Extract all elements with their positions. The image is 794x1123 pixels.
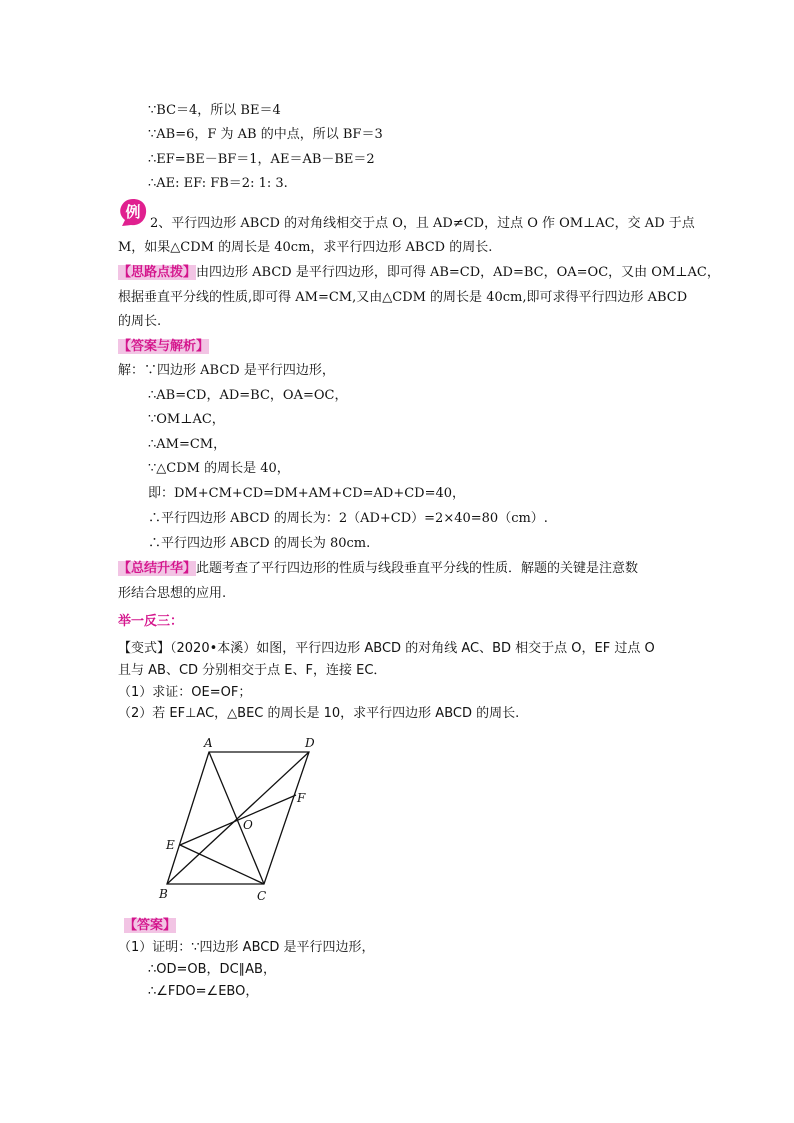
- practice-label: [118, 614, 183, 630]
- parallelogram-figure: [150, 733, 330, 903]
- answer2-line-2: ∴OD=OB，DC∥AB，: [148, 962, 276, 977]
- svg-text:例: 例: [125, 203, 141, 221]
- answer-line-1: 解：∵四边形 ABCD 是平行四边形，: [118, 363, 335, 378]
- label-b: B: [159, 887, 168, 901]
- summary-line-2: 形结合思想的应用.: [118, 586, 227, 601]
- answer-line-5: ∵△CDM 的周长是 40，: [148, 461, 290, 476]
- example-line-1: 2、平行四边形 ABCD 的对角线相交于点 O，且 AD≠CD，过点 O 作 OM⊥AC，交 AD 于点: [150, 216, 695, 231]
- summary-line-1: [118, 561, 638, 577]
- segment-ec: [180, 845, 264, 884]
- question-2: （2）若 EF⊥AC，△BEC 的周长是 10，求平行四边形 ABCD 的周长.: [118, 706, 520, 721]
- answer-line-6: 即：DM+CM+CD=DM+AM+CD=AD+CD=40，: [148, 486, 466, 501]
- label-c: C: [257, 889, 267, 903]
- practice-line-1: [118, 641, 655, 657]
- answer-line-7: ∴平行四边形 ABCD 的周长为：2（AD+CD）=2×40=80（cm）.: [148, 511, 548, 526]
- answer2-line-1: （1）证明：∵四边形 ABCD 是平行四边形，: [118, 940, 375, 955]
- answer-label: [118, 339, 209, 355]
- diagonal-ac: [209, 752, 264, 884]
- summary-label: 【总结升华】: [118, 561, 197, 576]
- label-d: D: [305, 736, 315, 750]
- summary-text-1: 此题考查了平行四边形的性质与线段垂直平分线的性质．解题的关键是注意数: [196, 561, 639, 576]
- question-1: （1）求证：OE=OF；: [118, 685, 252, 700]
- hint-line-2: 根据垂直平分线的性质,即可得 AM=CM,又由△CDM 的周长是 40cm,即可求得平行四边形 ABCD: [118, 290, 688, 305]
- practice-text-1: （2020•本溪）如图，平行四边形 ABCD 的对角线 AC、BD 相交于点 O，EF 过点 O: [170, 641, 655, 656]
- hint-line-1: [118, 265, 720, 281]
- practice-line-2: 且与 AB、CD 分别相交于点 E、F，连接 EC．: [118, 663, 387, 678]
- answer2-label: [124, 918, 176, 934]
- answer-label-text: 【答案与解析】: [118, 339, 210, 354]
- hint-line-3: 的周长.: [118, 314, 162, 329]
- answer-line-2: ∴AB=CD，AD=BC，OA=OC，: [148, 388, 348, 403]
- label-a: A: [204, 736, 213, 750]
- proof-line-3: ∴EF=BE－BF＝1，AE＝AB－BE＝2: [148, 152, 375, 167]
- hint-label: 【思路点拨】: [118, 265, 197, 280]
- proof-line-1: ∵BC＝4，所以 BE＝4: [148, 103, 281, 118]
- answer2-line-3: ∴∠FDO=∠EBO，: [148, 984, 259, 999]
- example-badge-icon: [118, 197, 148, 227]
- practice-label-text: 举一反三：: [118, 614, 184, 629]
- variant-label: 【变式】: [118, 641, 171, 656]
- hint-text-1: 由四边形 ABCD 是平行四边形，即可得 AB=CD，AD=BC，OA=OC，又由 OM⊥AC，: [196, 265, 720, 280]
- label-o: O: [243, 818, 253, 832]
- answer-line-4: ∴AM=CM，: [148, 437, 227, 452]
- answer2-label-text: 【答案】: [124, 918, 177, 933]
- label-f: F: [297, 791, 306, 805]
- proof-line-4: ∴AE: EF: FB＝2: 1: 3.: [148, 176, 288, 191]
- segment-ef: [180, 795, 296, 845]
- example-line-2: M，如果△CDM 的周长是 40cm，求平行四边形 ABCD 的周长.: [118, 240, 493, 255]
- proof-line-2: ∵AB=6，F 为 AB 的中点，所以 BF＝3: [148, 127, 383, 142]
- answer-line-8: ∴平行四边形 ABCD 的周长为 80cm.: [148, 536, 371, 551]
- label-e: E: [166, 838, 175, 852]
- answer-line-3: ∵OM⊥AC，: [148, 412, 225, 427]
